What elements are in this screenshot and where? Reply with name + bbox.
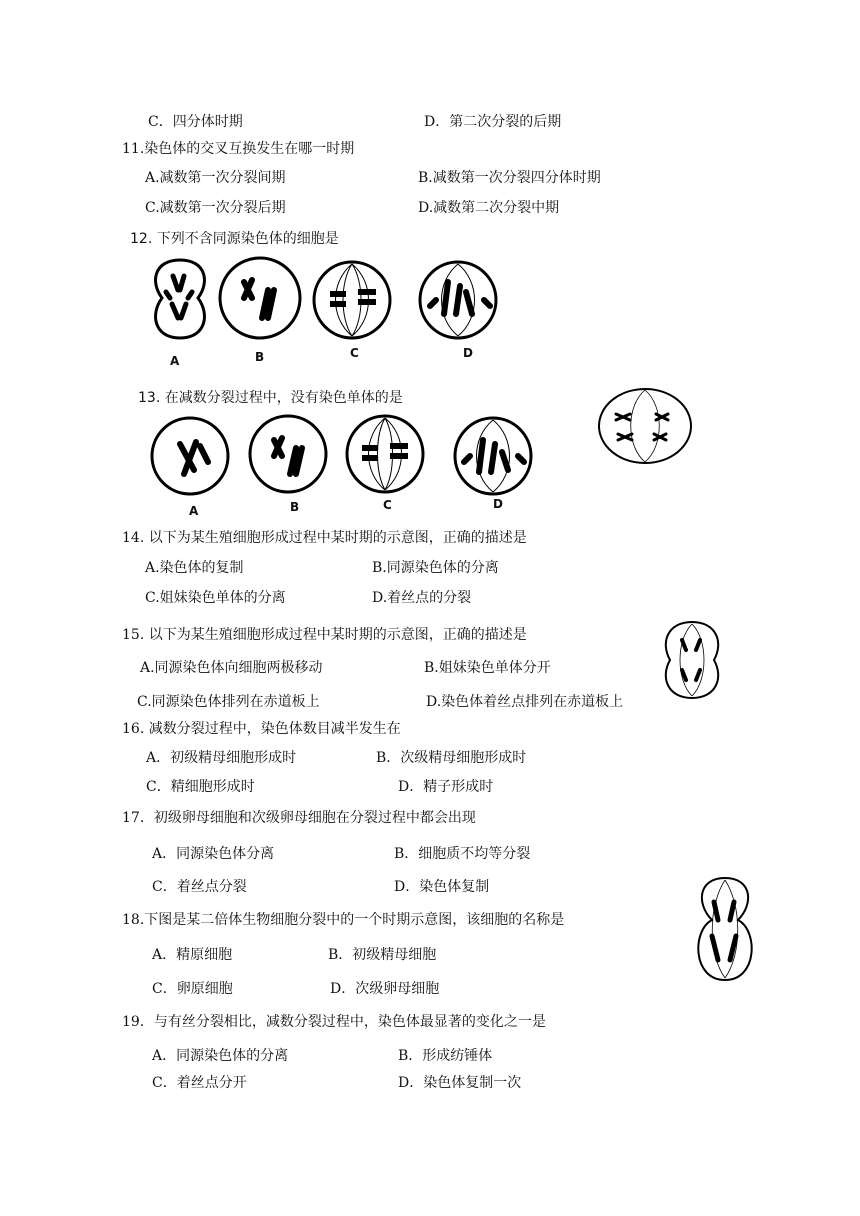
q15-option-a: A.同源染色体向细胞两极移动 [140, 660, 323, 676]
q15-option-b: B.姐妹染色单体分开 [424, 660, 551, 676]
q13-label-c: C [383, 498, 392, 512]
q16-stem: 16. 减数分裂过程中，染色体数目减半发生在 [122, 721, 401, 737]
q12-label-c: C [350, 346, 359, 360]
q18-option-b: B．初级精母细胞 [328, 947, 437, 963]
q11-stem: 11.染色体的交叉互换发生在哪一时期 [122, 141, 355, 157]
q14-option-b: B.同源染色体的分离 [372, 560, 499, 576]
q16-option-b: B．次级精母细胞形成时 [376, 750, 527, 766]
q18-cell-diagram [688, 876, 762, 986]
q14-option-c: C.姐妹染色单体的分离 [145, 590, 286, 606]
q11-option-a: A.减数第一次分裂间期 [145, 170, 286, 186]
q17-option-d: D．染色体复制 [394, 879, 490, 895]
q10-option-c: C．四分体时期 [148, 114, 243, 130]
q15-option-c: C.同源染色体排列在赤道板上 [137, 694, 320, 710]
q11-option-d: D.减数第二次分裂中期 [418, 200, 560, 216]
q19-option-c: C．着丝点分开 [152, 1075, 247, 1091]
q12-cell-diagrams [140, 252, 520, 360]
q13-stem: 13. 在减数分裂过程中，没有染色单体的是 [138, 390, 403, 406]
q11-option-b: B.减数第一次分裂四分体时期 [418, 170, 601, 186]
q16-option-d: D．精子形成时 [398, 779, 494, 795]
q17-option-a: A．同源染色体分离 [152, 846, 275, 862]
q17-stem: 17．初级卵母细胞和次级卵母细胞在分裂过程中都会出现 [122, 810, 476, 826]
q16-option-c: C．精细胞形成时 [146, 779, 255, 795]
q17-option-c: C．着丝点分裂 [152, 879, 247, 895]
q15-cell-diagram [654, 618, 730, 702]
q19-option-b: B．形成纺锤体 [398, 1048, 493, 1064]
q12-stem: 12. 下列不含同源染色体的细胞是 [130, 231, 339, 247]
q10-option-d: D．第二次分裂的后期 [424, 114, 562, 130]
q18-option-a: A．精原细胞 [152, 947, 233, 963]
q14-cell-diagram [596, 386, 694, 466]
q12-label-a: A [170, 354, 180, 368]
q16-option-a: A．初级精母细胞形成时 [146, 750, 297, 766]
q13-label-d: D [493, 497, 503, 511]
q11-option-c: C.减数第一次分裂后期 [145, 200, 286, 216]
q14-stem: 14. 以下为某生殖细胞形成过程中某时期的示意图，正确的描述是 [122, 530, 527, 546]
q19-option-d: D．染色体复制一次 [398, 1075, 522, 1091]
q14-option-a: A.染色体的复制 [145, 560, 244, 576]
q19-stem: 19．与有丝分裂相比，减数分裂过程中，染色体最显著的变化之一是 [122, 1014, 546, 1030]
q12-label-d: D [463, 346, 473, 360]
q15-stem: 15. 以下为某生殖细胞形成过程中某时期的示意图，正确的描述是 [122, 627, 527, 643]
q13-label-b: B [290, 500, 300, 514]
q13-cell-diagrams [150, 412, 535, 502]
q18-option-d: D．次级卵母细胞 [330, 981, 440, 997]
q13-label-a: A [189, 504, 199, 518]
q19-option-a: A．同源染色体的分离 [152, 1048, 289, 1064]
q18-option-c: C．卵原细胞 [152, 981, 233, 997]
q14-option-d: D.着丝点的分裂 [372, 590, 472, 606]
q12-label-b: B [255, 350, 265, 364]
q15-option-d: D.染色体着丝点排列在赤道板上 [426, 694, 624, 710]
q17-option-b: B．细胞质不均等分裂 [394, 846, 531, 862]
q18-stem: 18.下图是某二倍体生物细胞分裂中的一个时期示意图，该细胞的名称是 [122, 912, 565, 928]
